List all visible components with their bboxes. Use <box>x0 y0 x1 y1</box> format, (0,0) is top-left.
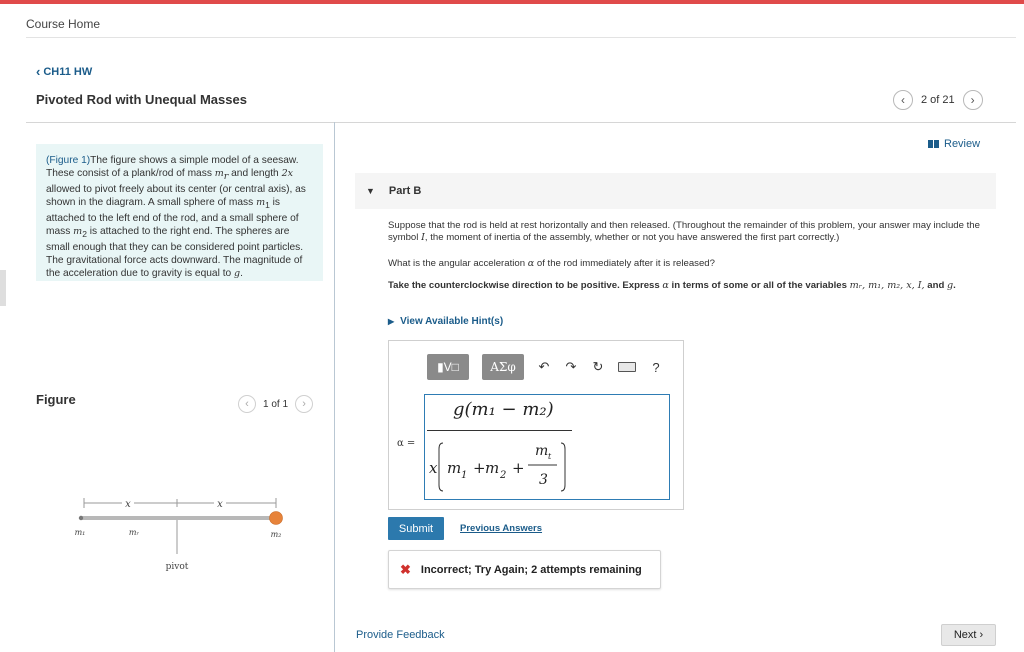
chevron-left-icon: ‹ <box>36 64 41 79</box>
rod <box>82 516 278 520</box>
fraction-bar <box>427 430 572 431</box>
svg-text:3: 3 <box>539 472 548 488</box>
svg-text:x: x <box>429 459 438 477</box>
next-button[interactable] <box>941 624 996 646</box>
sphere-m2 <box>270 512 283 525</box>
back-to-assignment-link[interactable] <box>36 64 92 79</box>
greek-symbols-button[interactable]: AΣφ <box>482 354 524 380</box>
math-toolbar <box>427 354 663 380</box>
course-home-link[interactable]: Course Home <box>26 17 101 31</box>
review-label: Review <box>944 138 981 150</box>
answer-panel <box>388 340 684 510</box>
m2-label: m₂ <box>270 530 282 539</box>
top-accent-bar <box>0 0 1024 4</box>
sphere-m1 <box>79 516 83 520</box>
seesaw-diagram <box>70 495 310 577</box>
problem-description: (Figure 1)The figure shows a simple model of a seesaw. These consist of a plank/rod of mass $m_r$ and length 2x allowed to pivot freely about its center (or central axis), as shown in the diagram. A small sphere of mass $m_1$ is attached to the left end of the rod, and a small sphere of mass $m_2$ is attached to the right end. The spheres are small enough that they can be considered point particles. The gravitational force acts downward. The magnitude of the acceleration due to gravity is equal to g. <box>36 144 323 281</box>
chevron-left-icon: ‹ <box>245 398 249 410</box>
m1-label: m₁ <box>74 528 86 537</box>
collapse-triangle-icon: ▼ <box>366 186 375 196</box>
chevron-left-icon: ‹ <box>901 93 905 107</box>
error-x-icon: ✖ <box>400 561 411 577</box>
svg-text:+: + <box>473 459 486 477</box>
svg-text:2: 2 <box>500 470 507 481</box>
review-link[interactable] <box>928 138 980 150</box>
x-label-right: x <box>217 499 223 510</box>
part-question: What is the angular acceleration α of the rod immediately after it is released? <box>388 258 715 269</box>
back-link-label: CH11 HW <box>43 65 93 78</box>
chevron-right-icon: › <box>970 93 975 107</box>
svg-text:1: 1 <box>461 470 468 481</box>
submit-button[interactable]: Submit <box>388 517 444 540</box>
x-label-left: x <box>125 499 131 510</box>
redo-icon[interactable]: ↷ <box>565 359 577 374</box>
keyboard-icon[interactable] <box>618 362 636 372</box>
view-hints-link[interactable] <box>388 316 503 327</box>
svg-text:m: m <box>447 459 462 477</box>
expand-triangle-icon: ▶ <box>388 317 395 326</box>
figure-link[interactable]: (Figure 1) <box>46 155 91 166</box>
figure-pager-text: 1 of 1 <box>263 398 289 410</box>
answer-denominator <box>427 435 577 495</box>
undo-icon[interactable]: ↶ <box>538 359 550 374</box>
dimension-line <box>84 498 276 508</box>
previous-figure-button[interactable] <box>238 395 256 413</box>
next-button-label: Next <box>953 629 977 641</box>
templates-button[interactable]: ▮V□ <box>427 354 469 380</box>
feedback-message: Incorrect; Try Again; 2 attempts remaining <box>420 563 642 576</box>
book-icon <box>928 140 939 148</box>
column-divider <box>334 122 335 652</box>
next-problem-button[interactable] <box>963 90 983 110</box>
pivot-label: pivot <box>165 562 189 572</box>
problem-pager <box>893 90 983 110</box>
mr-label: mᵣ <box>128 528 140 537</box>
help-button[interactable]: ? <box>652 359 660 375</box>
previous-answers-link[interactable]: Previous Answers <box>460 523 543 534</box>
figure-pager <box>238 395 313 413</box>
chevron-right-icon: › <box>979 629 984 641</box>
answer-numerator: g(m₁ − m₂) <box>453 399 554 420</box>
part-prompt: Suppose that the rod is held at rest horizontally and then released. (Throughout the remainder of this problem, your answer may include the symbol I, the moment of inertia of the assembly, whether or not you have answered the first part correctly.) <box>388 220 980 243</box>
alpha-equals-label: α = <box>397 438 416 449</box>
header-divider <box>26 37 1016 38</box>
part-instruction: Take the counterclockwise direction to be positive. Express α in terms of some or all of the variables mᵣ, m₁, m₂, x, I, and g. <box>388 280 956 291</box>
svg-text:m: m <box>485 459 500 477</box>
svg-text:t: t <box>548 452 552 461</box>
problem-pager-text: 2 of 21 <box>921 94 955 106</box>
svg-text:+: + <box>512 459 525 477</box>
answer-input[interactable] <box>424 394 670 500</box>
next-figure-button[interactable] <box>295 395 313 413</box>
side-panel-handle[interactable] <box>0 270 6 306</box>
content-divider <box>26 122 1016 123</box>
incorrect-feedback <box>388 550 661 589</box>
reset-icon[interactable]: ↻ <box>592 359 604 374</box>
figure-heading: Figure <box>36 392 76 407</box>
previous-problem-button[interactable] <box>893 90 913 110</box>
chevron-right-icon: › <box>302 398 306 410</box>
problem-title: Pivoted Rod with Unequal Masses <box>36 92 247 107</box>
hint-label: View Available Hint(s) <box>400 316 504 327</box>
part-title: Part B <box>388 185 422 197</box>
provide-feedback-link[interactable]: Provide Feedback <box>356 629 445 641</box>
svg-text:m: m <box>535 443 549 459</box>
part-b-header[interactable] <box>355 173 996 209</box>
